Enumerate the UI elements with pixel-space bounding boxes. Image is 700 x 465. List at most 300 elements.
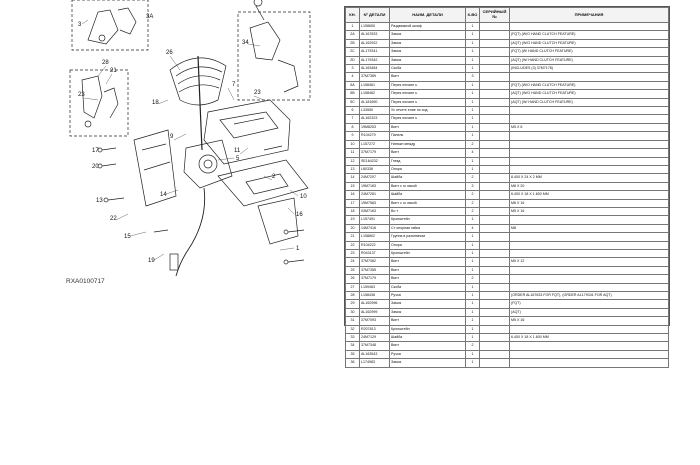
cell-notes: (FQT) (W/ HAND CLUTCH FEATURE) [510, 48, 669, 56]
spring-part [118, 8, 136, 34]
cell-part-number: AL162999 [360, 308, 390, 316]
table-row [346, 123, 669, 131]
cell-notes [510, 359, 669, 367]
cell-notes: M5 X 16 [510, 207, 669, 215]
cell-part-name: Замок [390, 308, 466, 316]
cell-notes [510, 350, 669, 358]
cell-notes: M8 X 20 [510, 182, 669, 190]
cell-part-name: Раздвижной шкаф [390, 23, 466, 31]
cell-part-name: Опора [390, 165, 466, 173]
cell-notes: (FQT) [510, 300, 669, 308]
cell-part-number: AL162922 [360, 39, 390, 47]
cell-serial-number [480, 107, 510, 115]
cell-serial-number [480, 115, 510, 123]
cell-part-number: 37M7348 [360, 342, 390, 350]
cell-part-number: 37M7082 [360, 258, 390, 266]
cell-notes: 6.400 X 18 X 1.600 MM [510, 334, 669, 342]
table-row [346, 258, 669, 266]
cell-key: 2C [346, 48, 360, 56]
cell-notes: (AQT) (W/ HAND CLUTCH FEATURE) [510, 56, 669, 64]
cell-serial-number [480, 266, 510, 274]
cell-part-number: 24M7207 [360, 174, 390, 182]
cell-part-name: Винт с го овкой [390, 182, 466, 190]
callout-label: 34 [242, 40, 249, 46]
cell-part-number: R207813 [360, 325, 390, 333]
cell-part-name: Винт [390, 266, 466, 274]
cell-serial-number [480, 258, 510, 266]
cell-part-name: Винт с го овкой [390, 199, 466, 207]
callout-label: 18 [152, 100, 159, 106]
left-bracket [134, 130, 176, 206]
cell-part-name: Кронштейн [390, 249, 466, 257]
cell-key: 8 [346, 123, 360, 131]
cell-quantity: 2 [466, 342, 480, 350]
cell-notes: M6 X 16 [510, 199, 669, 207]
callout-label: 11 [234, 148, 241, 154]
cell-part-name: Ст опорная гайка [390, 224, 466, 232]
cell-part-name: Во т [390, 207, 466, 215]
table-row [346, 65, 669, 73]
cell-serial-number [480, 207, 510, 215]
cell-notes: M5 X 6 [510, 123, 669, 131]
cell-key: 3 [346, 65, 360, 73]
cell-notes [510, 233, 669, 241]
cell-notes [510, 249, 669, 257]
clutch-lever-part [250, 22, 280, 60]
table-row [346, 73, 669, 81]
cell-key: 6 [346, 107, 360, 115]
cell-part-number: AL162996 [360, 300, 390, 308]
cell-quantity: 4 [466, 149, 480, 157]
cell-part-number: L157491 [360, 216, 390, 224]
support-bracket [258, 198, 298, 244]
cell-quantity: 1 [466, 350, 480, 358]
cell-part-number: 24M7129 [360, 334, 390, 342]
cell-notes: (AQT) (W/O HAND CLUTCH FEATURE) [510, 90, 669, 98]
cell-quantity: 1 [466, 359, 480, 367]
table-row [346, 149, 669, 157]
cell-part-number: L158650 [360, 23, 390, 31]
cell-key: 16 [346, 191, 360, 199]
cell-part-number: R043137 [360, 249, 390, 257]
cell-notes [510, 342, 669, 350]
cell-key: 17 [346, 199, 360, 207]
cell-key: 4 [346, 73, 360, 81]
cell-key: 25 [346, 266, 360, 274]
table-row [346, 292, 669, 300]
cell-part-name: Группа в разъемном [390, 233, 466, 241]
cell-quantity: 1 [466, 241, 480, 249]
cell-key: 30 [346, 308, 360, 316]
cell-part-name: Шайба [390, 174, 466, 182]
cell-serial-number [480, 140, 510, 148]
cell-part-name: Винт [390, 342, 466, 350]
cell-serial-number [480, 325, 510, 333]
cell-notes [510, 115, 669, 123]
cell-key: 2A [346, 31, 360, 39]
cell-part-name: Винт [390, 149, 466, 157]
table-row [346, 233, 669, 241]
cell-key: 21 [346, 233, 360, 241]
table-row [346, 300, 669, 308]
table-row [346, 308, 669, 316]
callout-label: 16 [296, 212, 303, 218]
cell-key: 19 [346, 216, 360, 224]
cell-key: 23 [346, 249, 360, 257]
cell-notes: M5 X 16 [510, 317, 669, 325]
cell-part-name: Замок [390, 300, 466, 308]
table-row [346, 191, 669, 199]
column-header-part-name: НАИМ. ДЕТАЛИ [390, 8, 466, 23]
cell-key: 11 [346, 149, 360, 157]
cell-key: 5B [346, 90, 360, 98]
cell-serial-number [480, 275, 510, 283]
cell-serial-number [480, 132, 510, 140]
table-row [346, 241, 669, 249]
cell-notes [510, 149, 669, 157]
cell-part-name: Перек лючате ь [390, 98, 466, 106]
cell-part-name: Гнезд [390, 157, 466, 165]
cell-serial-number [480, 182, 510, 190]
shift-lever-part [88, 10, 118, 44]
cell-key: 5C [346, 98, 360, 106]
cell-notes [510, 325, 669, 333]
cell-serial-number [480, 224, 510, 232]
cell-part-number: SE164232 [360, 157, 390, 165]
cell-part-number: 37M7093 [360, 317, 390, 325]
table-row [346, 174, 669, 182]
callout-label: 23 [78, 92, 85, 98]
cell-part-name: Ручка [390, 350, 466, 358]
cell-part-number: L174983 [360, 359, 390, 367]
cell-part-number: 19M7183 [360, 182, 390, 190]
cell-serial-number [480, 165, 510, 173]
cell-notes: (AQT) (W/O HAND CLUTCH FEATURE) [510, 39, 669, 47]
column-header-quantity: К-ВО [466, 8, 480, 23]
cell-key: 22 [346, 241, 360, 249]
cell-quantity: 1 [466, 216, 480, 224]
cell-notes [510, 73, 669, 81]
cell-quantity: 1 [466, 65, 480, 73]
cell-notes: (INCLUDES (3) 37M7178) [510, 65, 669, 73]
cell-part-number: AL181690 [360, 98, 390, 106]
cell-key: 28 [346, 292, 360, 300]
cell-quantity: 1 [466, 300, 480, 308]
callout-label: 23 [254, 90, 261, 96]
cell-part-name: Перек лючате ь [390, 81, 466, 89]
cell-part-number: L159463 [360, 283, 390, 291]
cell-part-number: 37M7179 [360, 275, 390, 283]
cell-serial-number [480, 233, 510, 241]
cell-quantity: 1 [466, 132, 480, 140]
cell-key: 31 [346, 317, 360, 325]
cell-part-name: Замок [390, 31, 466, 39]
cell-part-name: Винт [390, 275, 466, 283]
cell-key: 35 [346, 350, 360, 358]
cell-key: 10 [346, 140, 360, 148]
table-row [346, 182, 669, 190]
table-row [346, 98, 669, 106]
parts-table-body [346, 23, 669, 368]
cell-quantity: 3 [466, 73, 480, 81]
cell-quantity: 1 [466, 308, 480, 316]
cell-quantity: 1 [466, 115, 480, 123]
cell-part-name: Замок [390, 39, 466, 47]
table-row [346, 165, 669, 173]
cell-quantity: 1 [466, 123, 480, 131]
table-row [346, 115, 669, 123]
cell-part-name: Панель [390, 132, 466, 140]
column-header-serial-number: СЕРИЙНЫЙ № [480, 8, 510, 23]
cell-notes [510, 241, 669, 249]
table-row [346, 224, 669, 232]
cell-part-name: Перек лючате ь [390, 115, 466, 123]
cell-serial-number [480, 249, 510, 257]
cell-part-number: 19M7583 [360, 199, 390, 207]
cell-serial-number [480, 90, 510, 98]
cell-part-name: Ус отчете ение по ход [390, 107, 466, 115]
callout-label: 26 [166, 50, 173, 56]
cell-part-name: Винт [390, 258, 466, 266]
cell-notes: M8 [510, 224, 669, 232]
cell-key: 2B [346, 39, 360, 47]
callout-label: 21 [110, 68, 117, 74]
cell-part-name: Кронштейн [390, 325, 466, 333]
bolts [98, 146, 304, 264]
cell-quantity: 3 [466, 182, 480, 190]
cell-quantity: 1 [466, 334, 480, 342]
shift-cable [176, 188, 205, 276]
cell-notes [510, 216, 669, 224]
cell-key: 36 [346, 359, 360, 367]
cell-notes [510, 157, 669, 165]
cell-key: 24 [346, 258, 360, 266]
cell-part-number: R104279 [360, 132, 390, 140]
lever-bracket-part [82, 76, 102, 118]
table-row [346, 157, 669, 165]
cell-notes: M5 X 12 [510, 258, 669, 266]
cell-quantity: 1 [466, 325, 480, 333]
table-row [346, 48, 669, 56]
cell-part-number: R104222 [360, 241, 390, 249]
cell-part-name: Замок [390, 359, 466, 367]
cell-key: 29 [346, 300, 360, 308]
cell-quantity: 1 [466, 56, 480, 64]
callout-label: 3 [78, 22, 82, 28]
cell-quantity: 1 [466, 81, 480, 89]
cell-key: 13 [346, 165, 360, 173]
cell-serial-number [480, 123, 510, 131]
cell-quantity: 1 [466, 165, 480, 173]
cell-key: 34 [346, 342, 360, 350]
cell-part-number: 03M7163 [360, 207, 390, 215]
cell-notes [510, 165, 669, 173]
cell-serial-number [480, 317, 510, 325]
table-row [346, 317, 669, 325]
cell-serial-number [480, 350, 510, 358]
cell-serial-number [480, 39, 510, 47]
cell-notes: (FQT) (W/O HAND CLUTCH FEATURE) [510, 81, 669, 89]
cell-notes [510, 283, 669, 291]
callout-label: 3A [146, 14, 154, 20]
cell-quantity: 2 [466, 207, 480, 215]
cell-notes [510, 275, 669, 283]
cell-part-number: L158802 [360, 233, 390, 241]
inset-top-right [238, 12, 310, 100]
cell-serial-number [480, 81, 510, 89]
parts-table [344, 6, 670, 365]
cell-quantity: 2 [466, 275, 480, 283]
cell-key: 33 [346, 334, 360, 342]
cell-serial-number [480, 292, 510, 300]
cell-part-number: L158438 [360, 292, 390, 300]
cell-notes: (AQT) [510, 308, 669, 316]
cell-part-name: Замок [390, 56, 466, 64]
cell-part-name: Винт [390, 123, 466, 131]
cell-key: 14 [346, 174, 360, 182]
table-row [346, 23, 669, 31]
cell-part-number: 14M7416 [360, 224, 390, 232]
cell-serial-number [480, 98, 510, 106]
console-housing [204, 100, 290, 164]
callout-label: 5 [236, 156, 240, 162]
cell-serial-number [480, 157, 510, 165]
cell-quantity: 1 [466, 317, 480, 325]
cell-notes [510, 107, 669, 115]
exploded-parts-diagram [58, 0, 330, 290]
cell-key: 12 [346, 157, 360, 165]
cell-key: 27 [346, 283, 360, 291]
cell-part-number: 37M7179 [360, 149, 390, 157]
cell-part-number: AL179342 [360, 56, 390, 64]
table-row [346, 56, 669, 64]
cell-part-number: 19M8253 [360, 123, 390, 131]
cell-notes: (AQT) (W/ HAND CLUTCH FEATURE) [510, 98, 669, 106]
cell-part-name: Шайба [390, 191, 466, 199]
callout-label: 22 [110, 216, 117, 222]
cell-part-number: AL163543 [360, 350, 390, 358]
cell-notes: (ORDER AL167633 FOR FQT), (ORDER AL179341 FOR AQT) [510, 292, 669, 300]
cell-quantity: 4 [466, 224, 480, 232]
cell-quantity: 1 [466, 249, 480, 257]
cell-part-name: Винт [390, 317, 466, 325]
callout-label: 15 [124, 234, 131, 240]
cell-serial-number [480, 48, 510, 56]
cell-key: 2D [346, 56, 360, 64]
cell-part-name: Шайба [390, 334, 466, 342]
callout-label: 20 [92, 164, 99, 170]
cell-quantity: 1 [466, 283, 480, 291]
cell-part-number: L158461 [360, 81, 390, 89]
cell-part-name: Опора [390, 241, 466, 249]
cell-serial-number [480, 300, 510, 308]
cell-serial-number [480, 73, 510, 81]
cell-part-number: L158462 [360, 90, 390, 98]
cell-key: 7 [346, 115, 360, 123]
cell-key: 18 [346, 207, 360, 215]
cell-part-number: L33550 [360, 107, 390, 115]
cell-serial-number [480, 283, 510, 291]
cell-serial-number [480, 359, 510, 367]
cell-notes: 8.400 X 24 X 2 MM [510, 174, 669, 182]
table-header-row [346, 8, 669, 23]
cell-part-name: Ручка [390, 292, 466, 300]
table-row [346, 249, 669, 257]
cell-serial-number [480, 149, 510, 157]
table-row [346, 140, 669, 148]
callout-label: 1 [296, 246, 300, 252]
cell-key: 5A [346, 81, 360, 89]
cell-part-number: 37M7389 [360, 73, 390, 81]
table-row [346, 81, 669, 89]
cell-serial-number [480, 56, 510, 64]
figure-id: RXA0100717 [66, 278, 105, 285]
cell-part-number: AL162323 [360, 115, 390, 123]
cell-key: 26 [346, 275, 360, 283]
cell-quantity: 1 [466, 233, 480, 241]
table-row [346, 283, 669, 291]
callout-label: 28 [102, 60, 109, 66]
cell-notes [510, 140, 669, 148]
table-row [346, 350, 669, 358]
callout-label: 9 [170, 134, 174, 140]
table-row [346, 216, 669, 224]
cell-quantity: 2 [466, 199, 480, 207]
cell-serial-number [480, 334, 510, 342]
cell-serial-number [480, 23, 510, 31]
cell-part-name: Замок [390, 48, 466, 56]
table-row [346, 39, 669, 47]
cell-key: 15 [346, 182, 360, 190]
callout-label: 17 [92, 148, 99, 154]
cell-quantity: 1 [466, 48, 480, 56]
cell-part-name: Кронштейн [390, 216, 466, 224]
cell-part-name: Перек лючате ь [390, 90, 466, 98]
cable-connector [170, 254, 178, 270]
cell-serial-number [480, 342, 510, 350]
cell-part-name: Скоба [390, 283, 466, 291]
cell-notes: 6.400 X 18 X 1.600 MM [510, 191, 669, 199]
cell-serial-number [480, 174, 510, 182]
cell-quantity: 1 [466, 292, 480, 300]
table-row [346, 325, 669, 333]
cell-notes [510, 23, 669, 31]
table-row [346, 207, 669, 215]
cell-part-name: Натяжн между [390, 140, 466, 148]
cell-key: 9 [346, 132, 360, 140]
column-header-part-number: Nº ДЕТАЛИ [360, 8, 390, 23]
table-row [346, 31, 669, 39]
cell-notes: (FQT) (W/O HAND CLUTCH FEATURE) [510, 31, 669, 39]
cell-part-name: Скоба [390, 65, 466, 73]
cell-quantity: 2 [466, 140, 480, 148]
cell-notes [510, 132, 669, 140]
cell-part-number: AL167633 [360, 31, 390, 39]
table-row [346, 334, 669, 342]
cell-key: 32 [346, 325, 360, 333]
cell-part-name: Винт [390, 73, 466, 81]
cell-serial-number [480, 199, 510, 207]
table-row [346, 90, 669, 98]
cell-quantity: 1 [466, 31, 480, 39]
cell-quantity: 1 [466, 98, 480, 106]
cell-part-number: 37M7355 [360, 266, 390, 274]
cell-serial-number [480, 216, 510, 224]
cell-serial-number [480, 65, 510, 73]
shift-rod [198, 56, 202, 150]
cell-quantity: 1 [466, 39, 480, 47]
cell-notes [510, 266, 669, 274]
